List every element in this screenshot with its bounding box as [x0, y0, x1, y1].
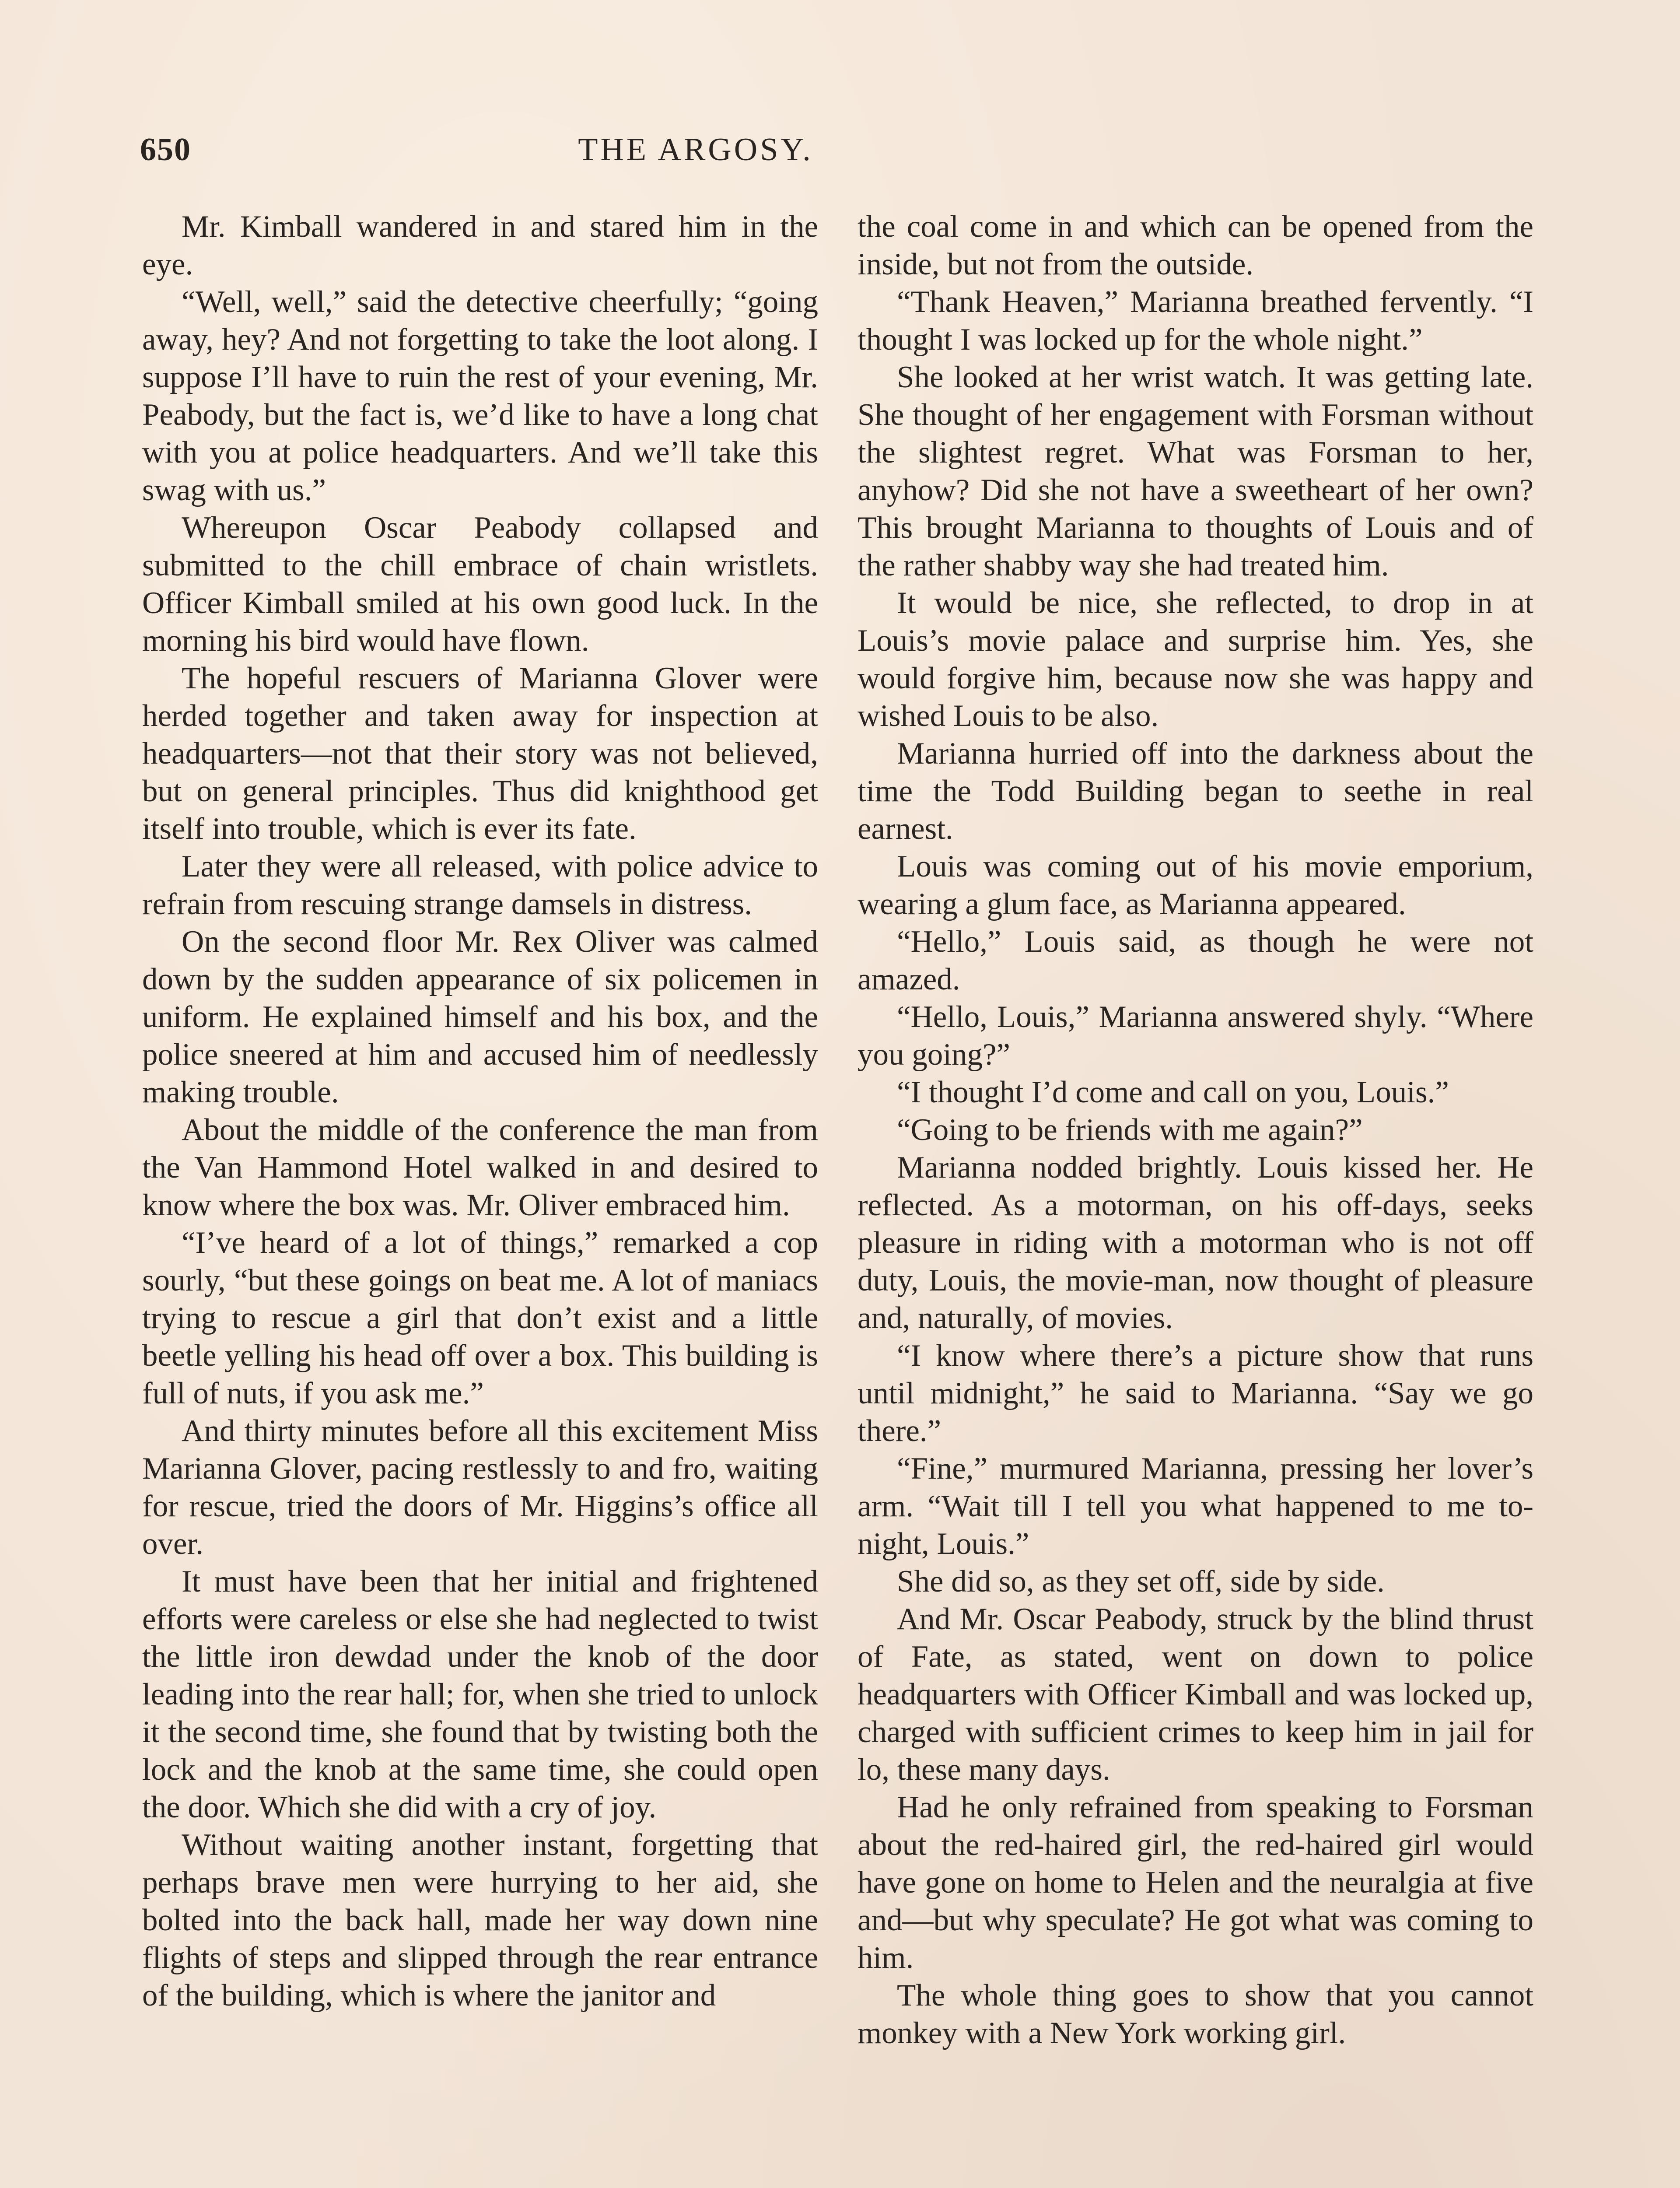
- paragraph: The whole thing goes to show that you cannot monkey with a New York working girl.: [858, 1978, 1533, 2050]
- running-title: THE ARGOSY.: [578, 132, 813, 168]
- paragraph: The hopeful rescuers of Marianna Glover were herded together and taken away for inspection at headquarters—not that their story was not believed, but on general principles. Thus did knighthood get itself into trouble, which is ever its fate.: [142, 661, 818, 846]
- paragraph: “Thank Heaven,” Marianna breathed fervently. “I thought I was locked up for the whole night.”: [858, 285, 1533, 357]
- text-columns: [142, 208, 1538, 2188]
- paragraph: And thirty minutes before all this excitement Miss Marianna Glover, pacing restlessly to and fro, waiting for rescue, tried the doors of Mr. Higgins’s office all over.: [142, 1414, 818, 1561]
- paragraph: She did so, as they set off, side by side.: [897, 1564, 1385, 1599]
- right-column: [858, 208, 1533, 2188]
- paragraph: “I’ve heard of a lot of things,” remarked a cop sourly, “but these goings on beat me. A lot of maniacs trying to rescue a girl that don’t exist and a little beetle yelling his head off over a box. This building is full of nuts, if you ask me.”: [142, 1226, 818, 1410]
- paragraph: Had he only refrained from speaking to Forsman about the red-haired girl, the red-haired girl would have gone on home to Helen and the neuralgia at five and—but why speculate? He got what was coming to him.: [858, 1790, 1533, 1975]
- paragraph: Louis was coming out of his movie emporium, wearing a glum face, as Marianna appeared.: [858, 849, 1533, 921]
- left-column: [142, 208, 818, 2188]
- paragraph: And Mr. Oscar Peabody, struck by the blind thrust of Fate, as stated, went on down to police headquarters with Officer Kimball and was locked up, charged with sufficient crimes to keep him in jail for lo, these many days.: [858, 1602, 1533, 1787]
- paragraph: It must have been that her initial and frightened efforts were careless or else she had neglected to twist the little iron dewdad under the knob of the door leading into the rear hall; for, when she tried to unlock it the second time, she found that by twisting both the lock and the knob at the same time, she could open the door. Which she did with a cry of joy.: [142, 1564, 818, 1824]
- paragraph: It would be nice, she reflected, to drop in at Louis’s movie palace and surprise him. Yes, she would forgive him, because now she was happy and wished Louis to be also.: [858, 586, 1533, 733]
- page-header: [140, 131, 1540, 184]
- paragraph: On the second floor Mr. Rex Oliver was calmed down by the sudden appearance of six policemen in uniform. He explained himself and his box, and the police sneered at him and accused him of needlessly making trouble.: [142, 925, 818, 1109]
- paragraph: Mr. Kimball wandered in and stared him in the eye.: [142, 210, 818, 281]
- paragraph: “Hello, Louis,” Marianna answered shyly. “Where you going?”: [858, 1000, 1533, 1072]
- paragraph: “Hello,” Louis said, as though he were not amazed.: [858, 925, 1533, 996]
- paragraph: She looked at her wrist watch. It was getting late. She thought of her engagement with Forsman without the slightest regret. What was Forsman to her, anyhow? Did she not have a sweetheart of her own? This brought Marianna to thoughts of Louis and of the rather shabby way she had treated him.: [858, 360, 1533, 582]
- paragraph: Without waiting another instant, forgetting that perhaps brave men were hurrying to her aid, she bolted into the back hall, made her way down nine flights of steps and slipped through the rear entrance of the building, which is where the janitor and: [142, 1828, 818, 2013]
- paragraph: Whereupon Oscar Peabody collapsed and submitted to the chill embrace of chain wristlets. Officer Kimball smiled at his own good luck. In the morning his bird would have flown.: [142, 511, 818, 658]
- paragraph: About the middle of the conference the man from the Van Hammond Hotel walked in and desired to know where the box was. Mr. Oliver embraced him.: [142, 1113, 818, 1222]
- paragraph: Marianna nodded brightly. Louis kissed her. He reflected. As a motorman, on his off-days, seeks pleasure in riding with a motorman who is not off duty, Louis, the movie-man, now thought of pleasure and, naturally, of movies.: [858, 1150, 1533, 1335]
- paragraph: “Well, well,” said the detective cheerfully; “going away, hey? And not forgetting to take the loot along. I suppose I’ll have to ruin the rest of your evening, Mr. Peabody, but the fact is, we’d like to have a long chat with you at police headquarters. And we’ll take this swag with us.”: [142, 285, 818, 507]
- paragraph: Later they were all released, with police advice to refrain from rescuing strange damsels in distress.: [142, 849, 818, 921]
- paragraph: “Going to be friends with me again?”: [897, 1113, 1363, 1147]
- paragraph: Marianna hurried off into the darkness about the time the Todd Building began to seethe in real earnest.: [858, 736, 1533, 846]
- paragraph: the coal come in and which can be opened from the inside, but not from the outside.: [858, 210, 1533, 281]
- paragraph: “I know where there’s a picture show that runs until midnight,” he said to Marianna. “Say we go there.”: [858, 1339, 1533, 1448]
- page-number: 650: [140, 132, 191, 168]
- paragraph: “I thought I’d come and call on you, Louis.”: [897, 1075, 1449, 1109]
- paragraph: “Fine,” murmured Marianna, pressing her lover’s arm. “Wait till I tell you what happened to me to-night, Louis.”: [858, 1452, 1533, 1561]
